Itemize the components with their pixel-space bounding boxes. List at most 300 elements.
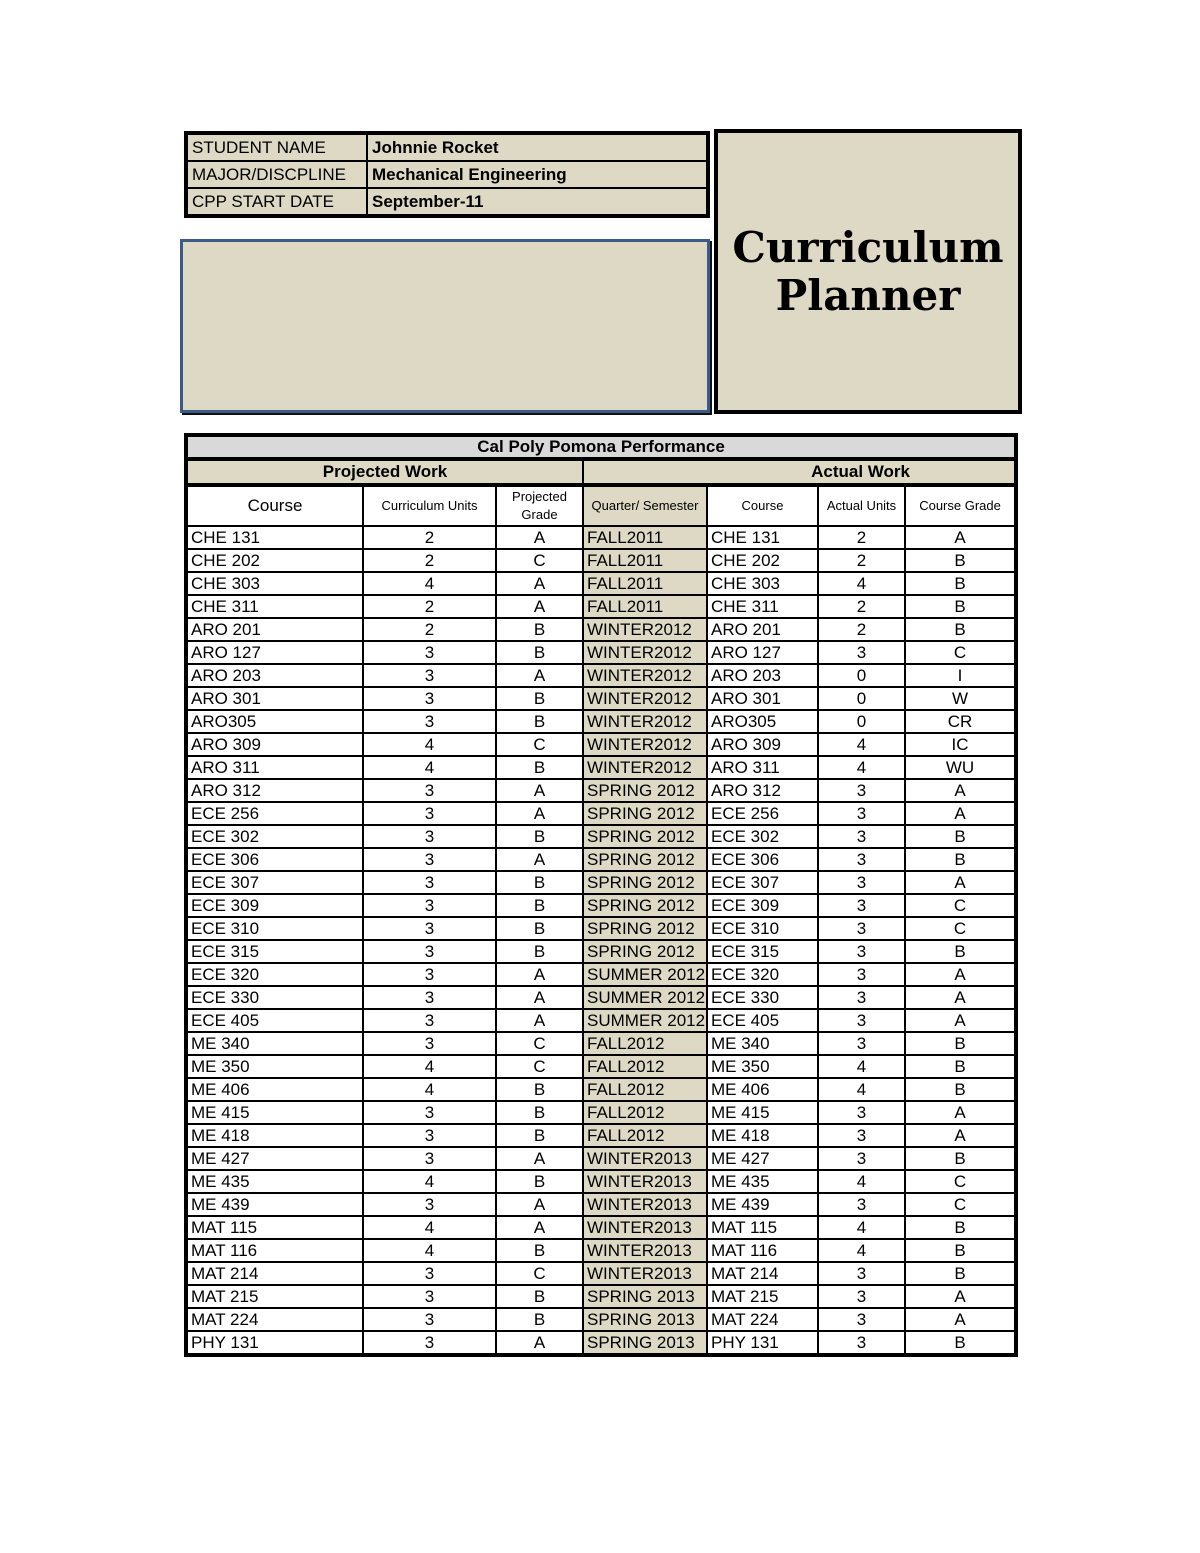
quarter-cell[interactable]: WINTER2012 [583, 733, 707, 756]
curriculum-units-cell[interactable]: 2 [363, 549, 496, 572]
actual-course-cell[interactable]: ARO 127 [707, 641, 818, 664]
table-row [186, 1239, 1016, 1262]
projected-grade-cell[interactable]: C [496, 549, 583, 572]
course-grade-cell[interactable]: C [905, 917, 1016, 940]
course-grade-cell[interactable]: C [905, 1193, 1016, 1216]
quarter-cell[interactable]: FALL2011 [583, 526, 707, 549]
projected-grade-cell[interactable]: A [496, 779, 583, 802]
actual-units-cell[interactable]: 4 [818, 1239, 905, 1262]
projected-grade-cell[interactable]: B [496, 825, 583, 848]
course-grade-cell[interactable]: B [905, 1216, 1016, 1239]
course-grade-cell[interactable]: A [905, 1308, 1016, 1331]
info-value[interactable]: September-11 [367, 188, 708, 216]
projected-grade-cell[interactable]: B [496, 641, 583, 664]
actual-course-cell[interactable]: MAT 115 [707, 1216, 818, 1239]
curriculum-units-cell[interactable]: 4 [363, 1216, 496, 1239]
projected-course-cell[interactable]: ECE 302 [186, 825, 363, 848]
quarter-cell[interactable]: WINTER2013 [583, 1216, 707, 1239]
projected-grade-cell[interactable]: B [496, 871, 583, 894]
curriculum-units-cell[interactable]: 4 [363, 1170, 496, 1193]
projected-grade-cell[interactable]: B [496, 1308, 583, 1331]
projected-grade-cell[interactable]: B [496, 1285, 583, 1308]
performance-title: Cal Poly Pomona Performance [186, 435, 1016, 459]
actual-course-cell[interactable]: ME 435 [707, 1170, 818, 1193]
projected-course-cell[interactable]: ARO 301 [186, 687, 363, 710]
course-grade-cell[interactable]: B [905, 848, 1016, 871]
actual-units-cell[interactable]: 2 [818, 618, 905, 641]
actual-units-cell[interactable]: 3 [818, 779, 905, 802]
projected-course-cell[interactable]: ME 415 [186, 1101, 363, 1124]
curriculum-units-cell[interactable]: 4 [363, 1239, 496, 1262]
table-row [186, 1216, 1016, 1239]
projected-course-cell[interactable]: ECE 306 [186, 848, 363, 871]
quarter-cell[interactable]: SUMMER 2012 [583, 1009, 707, 1032]
projected-grade-cell[interactable]: B [496, 687, 583, 710]
projected-course-cell[interactable]: ARO 203 [186, 664, 363, 687]
course-grade-cell[interactable]: A [905, 802, 1016, 825]
notes-box[interactable] [180, 239, 710, 413]
actual-course-cell[interactable]: ARO 203 [707, 664, 818, 687]
projected-course-cell[interactable]: ME 435 [186, 1170, 363, 1193]
title-line-1: Curriculum [732, 222, 1004, 272]
actual-course-cell[interactable]: ARO 312 [707, 779, 818, 802]
quarter-cell[interactable]: WINTER2012 [583, 664, 707, 687]
actual-course-cell[interactable]: ARO 201 [707, 618, 818, 641]
table-row [186, 963, 1016, 986]
quarter-cell[interactable]: WINTER2012 [583, 618, 707, 641]
curriculum-units-cell[interactable]: 3 [363, 1124, 496, 1147]
projected-course-cell[interactable]: ME 350 [186, 1055, 363, 1078]
quarter-cell[interactable]: WINTER2012 [583, 756, 707, 779]
curriculum-units-cell[interactable]: 4 [363, 572, 496, 595]
quarter-cell[interactable]: FALL2012 [583, 1078, 707, 1101]
actual-units-cell[interactable]: 3 [818, 848, 905, 871]
quarter-cell[interactable]: SPRING 2012 [583, 802, 707, 825]
projected-grade-cell[interactable]: C [496, 733, 583, 756]
course-grade-cell[interactable]: A [905, 1101, 1016, 1124]
course-grade-cell[interactable]: A [905, 963, 1016, 986]
projected-course-cell[interactable]: ME 340 [186, 1032, 363, 1055]
table-row [186, 618, 1016, 641]
curriculum-units-cell[interactable]: 3 [363, 641, 496, 664]
quarter-cell[interactable]: WINTER2013 [583, 1239, 707, 1262]
table-row [186, 756, 1016, 779]
course-grade-cell[interactable]: I [905, 664, 1016, 687]
curriculum-units-cell[interactable]: 3 [363, 1032, 496, 1055]
header-curriculum-units: Curriculum Units [363, 485, 496, 526]
actual-course-cell[interactable]: ARO 309 [707, 733, 818, 756]
table-row [186, 687, 1016, 710]
course-grade-cell[interactable]: C [905, 641, 1016, 664]
course-grade-cell[interactable]: C [905, 1170, 1016, 1193]
projected-course-cell[interactable]: ME 406 [186, 1078, 363, 1101]
table-row [186, 894, 1016, 917]
actual-units-cell[interactable]: 4 [818, 1078, 905, 1101]
actual-course-cell[interactable]: ECE 405 [707, 1009, 818, 1032]
actual-units-cell[interactable]: 0 [818, 664, 905, 687]
projected-course-cell[interactable]: ARO 127 [186, 641, 363, 664]
actual-course-cell[interactable]: ARO305 [707, 710, 818, 733]
projected-grade-cell[interactable]: A [496, 1009, 583, 1032]
curriculum-units-cell[interactable]: 3 [363, 871, 496, 894]
projected-grade-cell[interactable]: A [496, 664, 583, 687]
curriculum-units-cell[interactable]: 3 [363, 710, 496, 733]
course-grade-cell[interactable]: A [905, 1285, 1016, 1308]
projected-grade-cell[interactable]: A [496, 986, 583, 1009]
quarter-cell[interactable]: SUMMER 2012 [583, 963, 707, 986]
quarter-cell[interactable]: SPRING 2013 [583, 1331, 707, 1355]
actual-units-cell[interactable]: 3 [818, 986, 905, 1009]
table-row [186, 1055, 1016, 1078]
curriculum-units-cell[interactable]: 3 [363, 894, 496, 917]
projected-course-cell[interactable]: ECE 309 [186, 894, 363, 917]
projected-course-cell[interactable]: MAT 116 [186, 1239, 363, 1262]
course-grade-cell[interactable]: B [905, 549, 1016, 572]
actual-units-cell[interactable]: 3 [818, 1193, 905, 1216]
actual-units-cell[interactable]: 0 [818, 687, 905, 710]
projected-course-cell[interactable]: MAT 215 [186, 1285, 363, 1308]
curriculum-units-cell[interactable]: 3 [363, 1101, 496, 1124]
projected-grade-cell[interactable]: B [496, 1170, 583, 1193]
course-grade-cell[interactable]: B [905, 1032, 1016, 1055]
actual-course-cell[interactable]: ARO 301 [707, 687, 818, 710]
curriculum-units-cell[interactable]: 3 [363, 779, 496, 802]
curriculum-units-cell[interactable]: 3 [363, 1193, 496, 1216]
table-row [186, 664, 1016, 687]
course-grade-cell[interactable]: B [905, 595, 1016, 618]
actual-course-cell[interactable]: CHE 202 [707, 549, 818, 572]
actual-course-cell[interactable]: ME 418 [707, 1124, 818, 1147]
actual-course-cell[interactable]: ECE 302 [707, 825, 818, 848]
projected-grade-cell[interactable]: B [496, 618, 583, 641]
table-row [186, 1009, 1016, 1032]
course-grade-cell[interactable]: W [905, 687, 1016, 710]
actual-units-cell[interactable]: 3 [818, 917, 905, 940]
actual-units-cell[interactable]: 2 [818, 549, 905, 572]
table-row [186, 572, 1016, 595]
projected-grade-cell[interactable]: A [496, 963, 583, 986]
actual-course-cell[interactable]: CHE 303 [707, 572, 818, 595]
actual-course-cell[interactable]: ME 406 [707, 1078, 818, 1101]
curriculum-units-cell[interactable]: 2 [363, 595, 496, 618]
course-grade-cell[interactable]: B [905, 1147, 1016, 1170]
projected-grade-cell[interactable]: B [496, 1101, 583, 1124]
actual-units-cell[interactable]: 3 [818, 1101, 905, 1124]
actual-course-cell[interactable]: ECE 309 [707, 894, 818, 917]
course-grade-cell[interactable]: B [905, 940, 1016, 963]
projected-grade-cell[interactable]: A [496, 848, 583, 871]
actual-course-cell[interactable]: ECE 330 [707, 986, 818, 1009]
table-row [186, 871, 1016, 894]
projected-course-cell[interactable]: ARO305 [186, 710, 363, 733]
quarter-cell[interactable]: WINTER2013 [583, 1170, 707, 1193]
projected-course-cell[interactable]: ECE 320 [186, 963, 363, 986]
projected-grade-cell[interactable]: C [496, 1055, 583, 1078]
course-grade-cell[interactable]: A [905, 871, 1016, 894]
quarter-cell[interactable]: SPRING 2012 [583, 917, 707, 940]
actual-units-cell[interactable]: 3 [818, 1147, 905, 1170]
actual-units-cell[interactable]: 3 [818, 1331, 905, 1355]
curriculum-units-cell[interactable]: 3 [363, 664, 496, 687]
projected-course-cell[interactable]: MAT 214 [186, 1262, 363, 1285]
projected-work-label: Projected Work [186, 459, 583, 485]
curriculum-units-cell[interactable]: 3 [363, 1308, 496, 1331]
quarter-cell[interactable]: WINTER2012 [583, 687, 707, 710]
actual-course-cell[interactable]: ARO 311 [707, 756, 818, 779]
projected-course-cell[interactable]: ECE 315 [186, 940, 363, 963]
actual-units-cell[interactable]: 4 [818, 1055, 905, 1078]
projected-course-cell[interactable]: CHE 131 [186, 526, 363, 549]
info-label: MAJOR/DISCPLINE [186, 161, 367, 188]
actual-course-cell[interactable]: ECE 320 [707, 963, 818, 986]
course-grade-cell[interactable]: A [905, 1124, 1016, 1147]
actual-units-cell[interactable]: 3 [818, 1124, 905, 1147]
projected-course-cell[interactable]: ME 439 [186, 1193, 363, 1216]
quarter-cell[interactable]: WINTER2012 [583, 641, 707, 664]
course-grade-cell[interactable]: B [905, 1078, 1016, 1101]
course-grade-cell[interactable]: B [905, 618, 1016, 641]
actual-course-cell[interactable]: ECE 256 [707, 802, 818, 825]
actual-units-cell[interactable]: 3 [818, 1285, 905, 1308]
curriculum-units-cell[interactable]: 3 [363, 1262, 496, 1285]
course-grade-cell[interactable]: B [905, 1262, 1016, 1285]
projected-course-cell[interactable]: ECE 330 [186, 986, 363, 1009]
table-row [186, 1101, 1016, 1124]
projected-grade-cell[interactable]: A [496, 1216, 583, 1239]
curriculum-units-cell[interactable]: 4 [363, 733, 496, 756]
course-grade-cell[interactable]: A [905, 779, 1016, 802]
table-row [186, 986, 1016, 1009]
table-row [186, 1193, 1016, 1216]
info-value[interactable]: Johnnie Rocket [367, 133, 708, 161]
projected-course-cell[interactable]: ARO 309 [186, 733, 363, 756]
projected-course-cell[interactable]: MAT 224 [186, 1308, 363, 1331]
projected-course-cell[interactable]: MAT 115 [186, 1216, 363, 1239]
projected-grade-cell[interactable]: B [496, 940, 583, 963]
quarter-cell[interactable]: WINTER2013 [583, 1193, 707, 1216]
table-row [186, 848, 1016, 871]
actual-units-cell[interactable]: 3 [818, 802, 905, 825]
actual-course-cell[interactable]: MAT 224 [707, 1308, 818, 1331]
curriculum-units-cell[interactable]: 3 [363, 1285, 496, 1308]
actual-course-cell[interactable]: ECE 310 [707, 917, 818, 940]
actual-units-cell[interactable]: 3 [818, 963, 905, 986]
actual-units-cell[interactable]: 3 [818, 871, 905, 894]
curriculum-units-cell[interactable]: 3 [363, 848, 496, 871]
table-row [186, 1308, 1016, 1331]
actual-units-cell[interactable]: 3 [818, 641, 905, 664]
projected-course-cell[interactable]: CHE 311 [186, 595, 363, 618]
curriculum-units-cell[interactable]: 3 [363, 940, 496, 963]
actual-units-cell[interactable]: 4 [818, 1170, 905, 1193]
actual-units-cell[interactable]: 3 [818, 894, 905, 917]
projected-grade-cell[interactable]: B [496, 917, 583, 940]
curriculum-units-cell[interactable]: 3 [363, 917, 496, 940]
projected-course-cell[interactable]: PHY 131 [186, 1331, 363, 1355]
table-row [186, 1078, 1016, 1101]
curriculum-units-cell[interactable]: 3 [363, 986, 496, 1009]
projected-grade-cell[interactable]: A [496, 572, 583, 595]
projected-grade-cell[interactable]: B [496, 1124, 583, 1147]
quarter-cell[interactable]: SPRING 2012 [583, 871, 707, 894]
projected-grade-cell[interactable]: B [496, 894, 583, 917]
actual-units-cell[interactable]: 3 [818, 1308, 905, 1331]
projected-grade-cell[interactable]: A [496, 526, 583, 549]
header-course: Course [186, 485, 363, 526]
actual-units-cell[interactable]: 3 [818, 1262, 905, 1285]
info-label: CPP START DATE [186, 188, 367, 216]
quarter-cell[interactable]: WINTER2013 [583, 1147, 707, 1170]
curriculum-units-cell[interactable]: 3 [363, 1009, 496, 1032]
projected-course-cell[interactable]: ME 418 [186, 1124, 363, 1147]
info-value[interactable]: Mechanical Engineering [367, 161, 708, 188]
quarter-cell[interactable]: SUMMER 2012 [583, 986, 707, 1009]
quarter-cell[interactable]: SPRING 2013 [583, 1308, 707, 1331]
table-row [186, 526, 1016, 549]
header-actual-course: Course [707, 485, 818, 526]
student-info-row [186, 188, 708, 216]
curriculum-units-cell[interactable]: 3 [363, 825, 496, 848]
projected-course-cell[interactable]: ARO 311 [186, 756, 363, 779]
projected-grade-cell[interactable]: C [496, 1262, 583, 1285]
quarter-cell[interactable]: FALL2012 [583, 1032, 707, 1055]
projected-course-cell[interactable]: ARO 201 [186, 618, 363, 641]
curriculum-units-cell[interactable]: 3 [363, 802, 496, 825]
course-grade-cell[interactable]: B [905, 825, 1016, 848]
projected-grade-cell[interactable]: C [496, 1032, 583, 1055]
course-grade-cell[interactable]: IC [905, 733, 1016, 756]
table-row [186, 917, 1016, 940]
quarter-cell[interactable]: SPRING 2012 [583, 894, 707, 917]
table-row [186, 1032, 1016, 1055]
student-info-row [186, 161, 708, 188]
quarter-cell[interactable]: FALL2011 [583, 572, 707, 595]
course-grade-cell[interactable]: B [905, 1239, 1016, 1262]
actual-units-cell[interactable]: 4 [818, 733, 905, 756]
table-row [186, 779, 1016, 802]
quarter-cell[interactable]: SPRING 2012 [583, 848, 707, 871]
quarter-cell[interactable]: FALL2011 [583, 549, 707, 572]
quarter-cell[interactable]: WINTER2013 [583, 1262, 707, 1285]
curriculum-units-cell[interactable]: 4 [363, 1055, 496, 1078]
curriculum-units-cell[interactable]: 3 [363, 963, 496, 986]
quarter-cell[interactable]: FALL2012 [583, 1055, 707, 1078]
projected-course-cell[interactable]: ECE 310 [186, 917, 363, 940]
projected-grade-cell[interactable]: B [496, 756, 583, 779]
quarter-cell[interactable]: WINTER2012 [583, 710, 707, 733]
actual-units-cell[interactable]: 3 [818, 1032, 905, 1055]
projected-course-cell[interactable]: ARO 312 [186, 779, 363, 802]
info-label: STUDENT NAME [186, 133, 367, 161]
header-course-grade: Course Grade [905, 485, 1016, 526]
projected-grade-cell[interactable]: A [496, 595, 583, 618]
table-row [186, 1331, 1016, 1355]
projected-grade-cell[interactable]: A [496, 1193, 583, 1216]
course-grade-cell[interactable]: B [905, 572, 1016, 595]
actual-course-cell[interactable]: CHE 131 [707, 526, 818, 549]
table-row [186, 595, 1016, 618]
actual-course-cell[interactable]: ME 427 [707, 1147, 818, 1170]
curriculum-units-cell[interactable]: 4 [363, 1078, 496, 1101]
table-row [186, 802, 1016, 825]
course-grade-cell[interactable]: A [905, 526, 1016, 549]
header-projected-grade: Projected Grade [496, 485, 583, 526]
quarter-cell[interactable]: SPRING 2012 [583, 779, 707, 802]
quarter-cell[interactable]: SPRING 2012 [583, 940, 707, 963]
curriculum-units-cell[interactable]: 2 [363, 526, 496, 549]
actual-units-cell[interactable]: 4 [818, 756, 905, 779]
quarter-cell[interactable]: FALL2012 [583, 1101, 707, 1124]
actual-course-cell[interactable]: ECE 307 [707, 871, 818, 894]
actual-units-cell[interactable]: 3 [818, 825, 905, 848]
actual-work-label: Actual Work [707, 459, 1016, 485]
actual-units-cell[interactable]: 3 [818, 1009, 905, 1032]
projected-course-cell[interactable]: ME 427 [186, 1147, 363, 1170]
quarter-cell[interactable]: SPRING 2013 [583, 1285, 707, 1308]
actual-course-cell[interactable]: PHY 131 [707, 1331, 818, 1355]
actual-course-cell[interactable]: MAT 215 [707, 1285, 818, 1308]
projected-grade-cell[interactable]: A [496, 802, 583, 825]
actual-course-cell[interactable]: MAT 116 [707, 1239, 818, 1262]
projected-course-cell[interactable]: CHE 303 [186, 572, 363, 595]
actual-units-cell[interactable]: 2 [818, 595, 905, 618]
course-grade-cell[interactable]: CR [905, 710, 1016, 733]
actual-units-cell[interactable]: 4 [818, 1216, 905, 1239]
projected-grade-cell[interactable]: B [496, 1078, 583, 1101]
actual-course-cell[interactable]: ME 439 [707, 1193, 818, 1216]
page-title [732, 224, 1003, 320]
actual-units-cell[interactable]: 2 [818, 526, 905, 549]
title-line-2: Planner [775, 270, 961, 320]
projected-course-cell[interactable]: CHE 202 [186, 549, 363, 572]
quarter-cell[interactable]: FALL2011 [583, 595, 707, 618]
actual-course-cell[interactable]: MAT 214 [707, 1262, 818, 1285]
actual-course-cell[interactable]: ME 350 [707, 1055, 818, 1078]
projected-grade-cell[interactable]: B [496, 1239, 583, 1262]
projected-course-cell[interactable]: ECE 405 [186, 1009, 363, 1032]
actual-course-cell[interactable]: CHE 311 [707, 595, 818, 618]
actual-units-cell[interactable]: 3 [818, 940, 905, 963]
actual-course-cell[interactable]: ECE 315 [707, 940, 818, 963]
projected-course-cell[interactable]: ECE 256 [186, 802, 363, 825]
projected-course-cell[interactable]: ECE 307 [186, 871, 363, 894]
quarter-cell[interactable]: SPRING 2012 [583, 825, 707, 848]
course-grade-cell[interactable]: WU [905, 756, 1016, 779]
course-grade-cell[interactable]: B [905, 1331, 1016, 1355]
actual-course-cell[interactable]: ME 340 [707, 1032, 818, 1055]
curriculum-units-cell[interactable]: 3 [363, 687, 496, 710]
projected-grade-cell[interactable]: B [496, 710, 583, 733]
course-grade-cell[interactable]: A [905, 986, 1016, 1009]
actual-units-cell[interactable]: 0 [818, 710, 905, 733]
course-grade-cell[interactable]: B [905, 1055, 1016, 1078]
projected-grade-cell[interactable]: A [496, 1147, 583, 1170]
curriculum-units-cell[interactable]: 3 [363, 1147, 496, 1170]
actual-units-cell[interactable]: 4 [818, 572, 905, 595]
actual-course-cell[interactable]: ECE 306 [707, 848, 818, 871]
curriculum-units-cell[interactable]: 3 [363, 1331, 496, 1355]
actual-course-cell[interactable]: ME 415 [707, 1101, 818, 1124]
table-row [186, 825, 1016, 848]
table-row [186, 710, 1016, 733]
course-grade-cell[interactable]: C [905, 894, 1016, 917]
curriculum-units-cell[interactable]: 4 [363, 756, 496, 779]
projected-grade-cell[interactable]: A [496, 1331, 583, 1355]
quarter-cell[interactable]: FALL2012 [583, 1124, 707, 1147]
table-row [186, 549, 1016, 572]
course-grade-cell[interactable]: A [905, 1009, 1016, 1032]
curriculum-units-cell[interactable]: 2 [363, 618, 496, 641]
